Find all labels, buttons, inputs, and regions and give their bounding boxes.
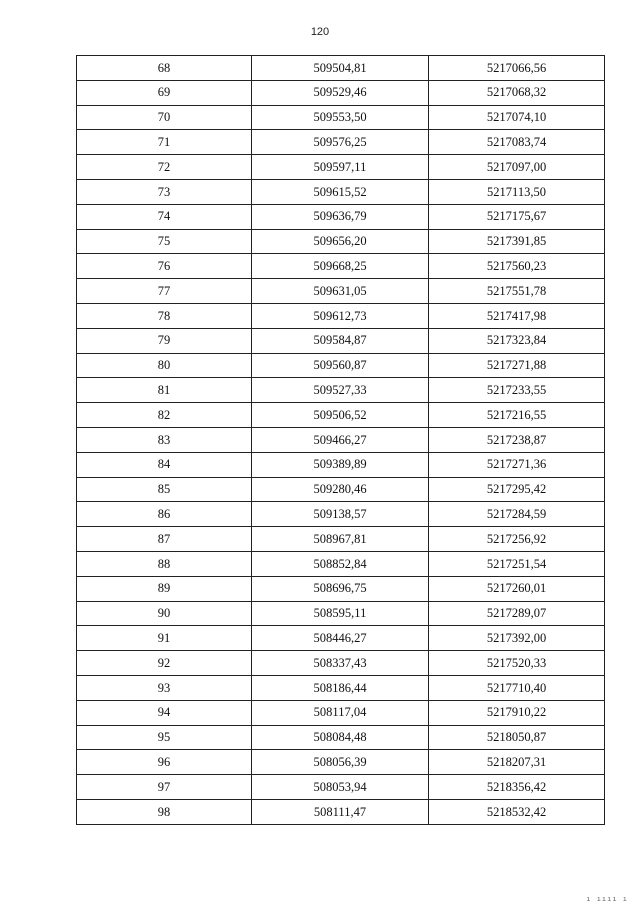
point-number-cell: 69 xyxy=(77,80,252,105)
table-row xyxy=(77,799,605,824)
point-number-cell: 89 xyxy=(77,576,252,601)
point-number-cell: 91 xyxy=(77,626,252,651)
table-row xyxy=(77,130,605,155)
x-coordinate-cell: 509553,50 xyxy=(252,105,429,130)
y-coordinate-cell: 5217271,88 xyxy=(429,353,605,378)
x-coordinate-cell: 508852,84 xyxy=(252,551,429,576)
point-number-cell: 76 xyxy=(77,254,252,279)
x-coordinate-cell: 509597,11 xyxy=(252,155,429,180)
point-number-cell: 96 xyxy=(77,750,252,775)
point-number-cell: 94 xyxy=(77,700,252,725)
y-coordinate-cell: 5217097,00 xyxy=(429,155,605,180)
x-coordinate-cell: 508056,39 xyxy=(252,750,429,775)
y-coordinate-cell: 5217391,85 xyxy=(429,229,605,254)
table-row xyxy=(77,279,605,304)
x-coordinate-cell: 508111,47 xyxy=(252,799,429,824)
x-coordinate-cell: 509584,87 xyxy=(252,328,429,353)
y-coordinate-cell: 5217392,00 xyxy=(429,626,605,651)
x-coordinate-cell: 509615,52 xyxy=(252,179,429,204)
x-coordinate-cell: 508337,43 xyxy=(252,651,429,676)
y-coordinate-cell: 5218050,87 xyxy=(429,725,605,750)
y-coordinate-cell: 5217910,22 xyxy=(429,700,605,725)
point-number-cell: 71 xyxy=(77,130,252,155)
y-coordinate-cell: 5217520,33 xyxy=(429,651,605,676)
y-coordinate-cell: 5217113,50 xyxy=(429,179,605,204)
y-coordinate-cell: 5218356,42 xyxy=(429,775,605,800)
point-number-cell: 74 xyxy=(77,204,252,229)
point-number-cell: 95 xyxy=(77,725,252,750)
page-number: 120 xyxy=(310,26,330,38)
y-coordinate-cell: 5217295,42 xyxy=(429,477,605,502)
point-number-cell: 68 xyxy=(77,56,252,81)
table-row xyxy=(77,651,605,676)
x-coordinate-cell: 508595,11 xyxy=(252,601,429,626)
point-number-cell: 88 xyxy=(77,551,252,576)
point-number-cell: 72 xyxy=(77,155,252,180)
x-coordinate-cell: 509529,46 xyxy=(252,80,429,105)
x-coordinate-cell: 508117,04 xyxy=(252,700,429,725)
y-coordinate-cell: 5217710,40 xyxy=(429,675,605,700)
x-coordinate-cell: 508084,48 xyxy=(252,725,429,750)
table-row xyxy=(77,403,605,428)
x-coordinate-cell: 508446,27 xyxy=(252,626,429,651)
point-number-cell: 78 xyxy=(77,303,252,328)
point-number-cell: 86 xyxy=(77,502,252,527)
x-coordinate-cell: 509631,05 xyxy=(252,279,429,304)
x-coordinate-cell: 509506,52 xyxy=(252,403,429,428)
table-row xyxy=(77,155,605,180)
table-row xyxy=(77,353,605,378)
x-coordinate-cell: 509560,87 xyxy=(252,353,429,378)
point-number-cell: 90 xyxy=(77,601,252,626)
y-coordinate-cell: 5217233,55 xyxy=(429,378,605,403)
point-number-cell: 84 xyxy=(77,452,252,477)
table-row xyxy=(77,56,605,81)
point-number-cell: 73 xyxy=(77,179,252,204)
y-coordinate-cell: 5217066,56 xyxy=(429,56,605,81)
scan-marks: ı ıııı ı xyxy=(586,895,628,903)
point-number-cell: 92 xyxy=(77,651,252,676)
x-coordinate-cell: 508967,81 xyxy=(252,527,429,552)
y-coordinate-cell: 5217216,55 xyxy=(429,403,605,428)
table-row xyxy=(77,601,605,626)
y-coordinate-cell: 5217271,36 xyxy=(429,452,605,477)
table-row xyxy=(77,700,605,725)
table-row xyxy=(77,551,605,576)
x-coordinate-cell: 509576,25 xyxy=(252,130,429,155)
x-coordinate-cell: 508696,75 xyxy=(252,576,429,601)
x-coordinate-cell: 509504,81 xyxy=(252,56,429,81)
table-row xyxy=(77,229,605,254)
point-number-cell: 98 xyxy=(77,799,252,824)
x-coordinate-cell: 509138,57 xyxy=(252,502,429,527)
table-row xyxy=(77,725,605,750)
point-number-cell: 93 xyxy=(77,675,252,700)
y-coordinate-cell: 5217175,67 xyxy=(429,204,605,229)
coordinates-table xyxy=(76,55,605,825)
table-row xyxy=(77,576,605,601)
table-row xyxy=(77,675,605,700)
table-row xyxy=(77,254,605,279)
x-coordinate-cell: 509389,89 xyxy=(252,452,429,477)
x-coordinate-cell: 509636,79 xyxy=(252,204,429,229)
y-coordinate-cell: 5217083,74 xyxy=(429,130,605,155)
table-row xyxy=(77,452,605,477)
table-row xyxy=(77,204,605,229)
table-row xyxy=(77,105,605,130)
table-row xyxy=(77,80,605,105)
table-row xyxy=(77,502,605,527)
point-number-cell: 85 xyxy=(77,477,252,502)
table-row xyxy=(77,378,605,403)
y-coordinate-cell: 5217551,78 xyxy=(429,279,605,304)
y-coordinate-cell: 5218207,31 xyxy=(429,750,605,775)
point-number-cell: 75 xyxy=(77,229,252,254)
y-coordinate-cell: 5218532,42 xyxy=(429,799,605,824)
table-row xyxy=(77,477,605,502)
y-coordinate-cell: 5217323,84 xyxy=(429,328,605,353)
y-coordinate-cell: 5217284,59 xyxy=(429,502,605,527)
x-coordinate-cell: 509668,25 xyxy=(252,254,429,279)
x-coordinate-cell: 509612,73 xyxy=(252,303,429,328)
table-row xyxy=(77,775,605,800)
y-coordinate-cell: 5217074,10 xyxy=(429,105,605,130)
point-number-cell: 82 xyxy=(77,403,252,428)
point-number-cell: 80 xyxy=(77,353,252,378)
point-number-cell: 81 xyxy=(77,378,252,403)
y-coordinate-cell: 5217560,23 xyxy=(429,254,605,279)
point-number-cell: 87 xyxy=(77,527,252,552)
point-number-cell: 97 xyxy=(77,775,252,800)
x-coordinate-cell: 509280,46 xyxy=(252,477,429,502)
y-coordinate-cell: 5217417,98 xyxy=(429,303,605,328)
table-row xyxy=(77,626,605,651)
y-coordinate-cell: 5217068,32 xyxy=(429,80,605,105)
table-row xyxy=(77,527,605,552)
point-number-cell: 70 xyxy=(77,105,252,130)
y-coordinate-cell: 5217238,87 xyxy=(429,427,605,452)
point-number-cell: 83 xyxy=(77,427,252,452)
x-coordinate-cell: 509527,33 xyxy=(252,378,429,403)
table-row xyxy=(77,750,605,775)
x-coordinate-cell: 508053,94 xyxy=(252,775,429,800)
table-row xyxy=(77,303,605,328)
y-coordinate-cell: 5217256,92 xyxy=(429,527,605,552)
y-coordinate-cell: 5217260,01 xyxy=(429,576,605,601)
table-row xyxy=(77,179,605,204)
coordinates-table-body xyxy=(77,56,605,825)
x-coordinate-cell: 508186,44 xyxy=(252,675,429,700)
table-row xyxy=(77,328,605,353)
y-coordinate-cell: 5217251,54 xyxy=(429,551,605,576)
y-coordinate-cell: 5217289,07 xyxy=(429,601,605,626)
point-number-cell: 79 xyxy=(77,328,252,353)
x-coordinate-cell: 509466,27 xyxy=(252,427,429,452)
table-row xyxy=(77,427,605,452)
x-coordinate-cell: 509656,20 xyxy=(252,229,429,254)
point-number-cell: 77 xyxy=(77,279,252,304)
